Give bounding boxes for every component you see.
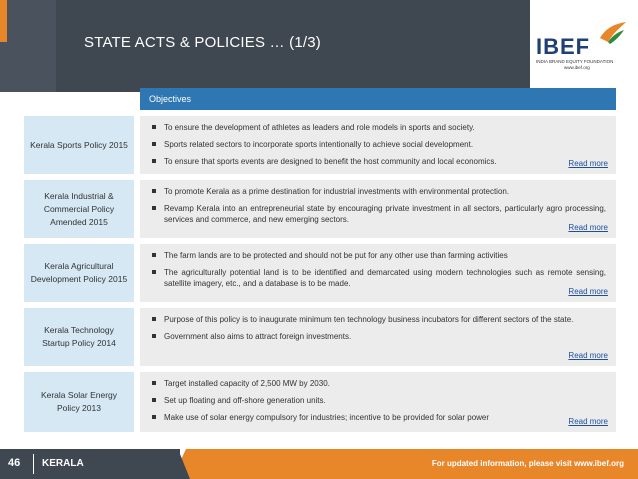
page-number: 46 (8, 457, 21, 469)
read-more-link[interactable]: Read more (568, 159, 608, 168)
objective-bullet: To ensure that sports events are designed to benefit the host community and local economics. (150, 156, 550, 167)
objectives-header: Objectives (140, 88, 616, 110)
footer (0, 449, 638, 479)
policy-label: Kerala Solar Energy Policy 2013 (24, 372, 134, 432)
policy-objectives (140, 372, 616, 432)
policy-row (24, 372, 616, 432)
policy-objectives (140, 244, 616, 302)
logo-subtext: INDIA BRAND EQUITY FOUNDATION (536, 59, 614, 64)
policy-row (24, 116, 616, 174)
logo-url: www.ibef.org (564, 65, 590, 70)
header (0, 0, 638, 92)
footer-dark-band (0, 449, 180, 479)
policy-objectives (140, 116, 616, 174)
objective-bullet: Revamp Kerala into an entrepreneurial state by encouraging private investment in all sectors, particularly agro processing, services and commerce, and new emerging sectors. (150, 203, 606, 225)
page-title: STATE ACTS & POLICIES … (1/3) (84, 34, 321, 51)
policy-row (24, 244, 616, 302)
objective-bullet: To ensure the development of athletes as leaders and role models in sports and society. (150, 122, 606, 133)
policy-label: Kerala Sports Policy 2015 (24, 116, 134, 174)
policy-label: Kerala Technology Startup Policy 2014 (24, 308, 134, 366)
objective-bullet: Purpose of this policy is to inaugurate minimum ten technology business incubators for different sectors of the state. (150, 314, 606, 325)
footer-divider (33, 454, 34, 474)
objective-bullet: Make use of solar energy compulsory for industries; incentive to be provided for solar power (150, 412, 550, 423)
objective-bullet: Set up floating and off-shore generation units. (150, 395, 606, 406)
objective-bullet: Target installed capacity of 2,500 MW by 2030. (150, 378, 606, 389)
policy-row (24, 180, 616, 238)
footer-state: KERALA (42, 458, 84, 469)
policy-label: Kerala Industrial & Commercial Policy Amended 2015 (24, 180, 134, 238)
objective-bullet: The agriculturally potential land is to be identified and demarcated using modern technologies such as remote sensing, satellite imagery, etc., and a database is to be made. (150, 267, 606, 289)
policy-label: Kerala Agricultural Development Policy 2015 (24, 244, 134, 302)
footer-website-link[interactable]: For updated information, please visit www.ibef.org (431, 459, 624, 468)
read-more-link[interactable]: Read more (568, 417, 608, 426)
policy-objectives (140, 180, 616, 238)
objective-bullet: To promote Kerala as a prime destination for industrial investments with environmental protection. (150, 186, 606, 197)
policy-row (24, 308, 616, 366)
read-more-link[interactable]: Read more (568, 351, 608, 360)
objective-bullet: Government also aims to attract foreign investments. (150, 331, 606, 342)
read-more-link[interactable]: Read more (568, 287, 608, 296)
objective-bullet: The farm lands are to be protected and should not be put for any other use than farming activities (150, 250, 606, 261)
ibef-logo[interactable] (536, 20, 632, 72)
read-more-link[interactable]: Read more (568, 223, 608, 232)
header-accent (0, 0, 7, 42)
objective-bullet: Sports related sectors to incorporate sports intentionally to achieve social development. (150, 139, 606, 150)
policy-objectives (140, 308, 616, 366)
header-stripe (0, 0, 56, 92)
logo-text: IBEF (536, 34, 591, 59)
bird-logo-icon (598, 20, 628, 46)
